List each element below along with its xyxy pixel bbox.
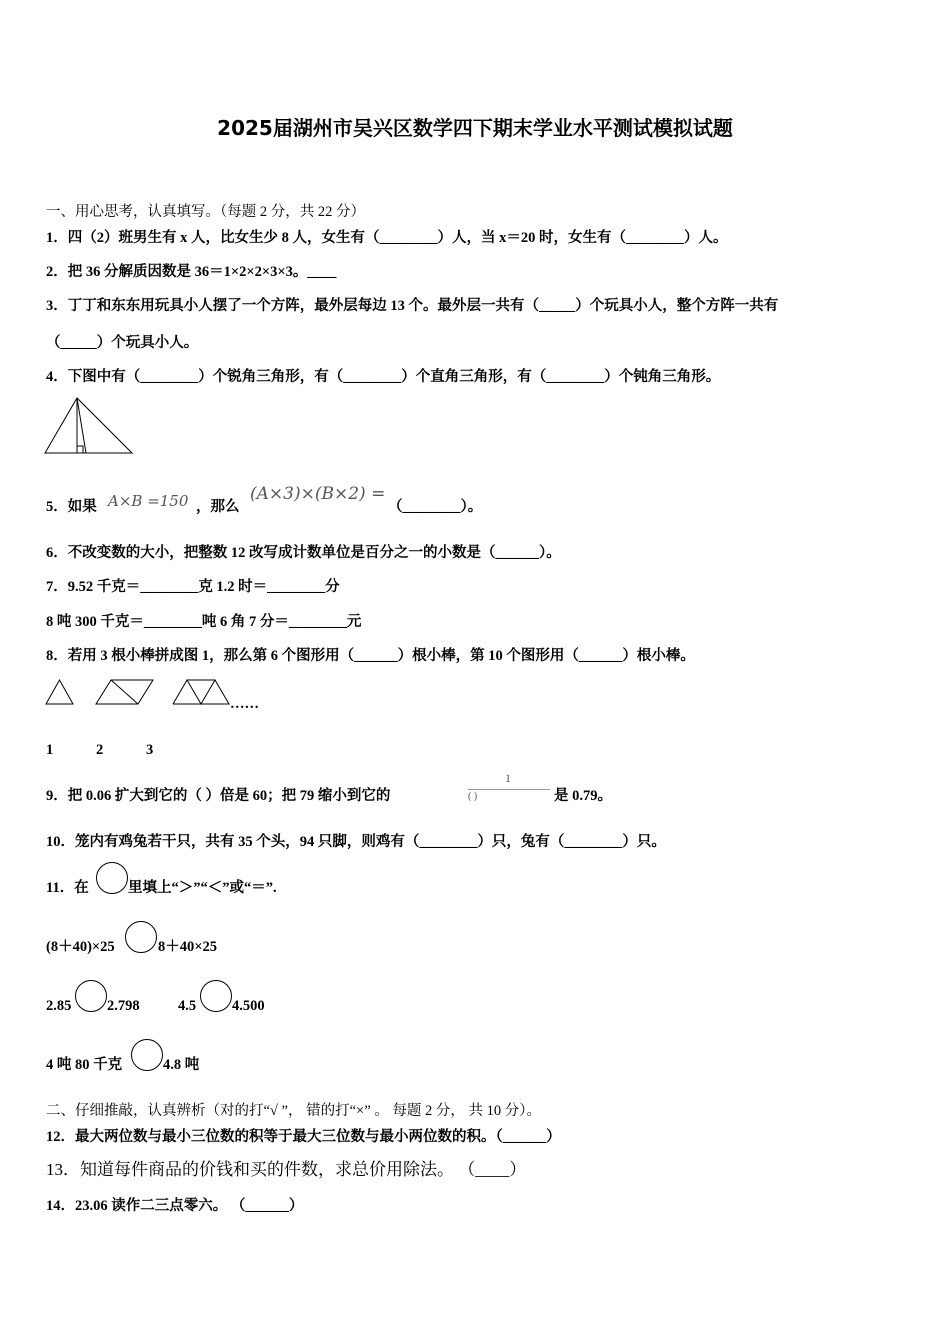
question-5-mid: ，那么 — [196, 499, 240, 515]
question-7-line-2: 8 吨 300 千克＝________吨 6 角 7 分＝________元 — [46, 614, 362, 630]
triangle-figure — [44, 396, 134, 456]
question-9-fraction-denominator: ( ) — [468, 791, 478, 802]
question-12: 12．最大两位数与最小三位数的积等于最大三位数与最小两位数的积。（______） — [46, 1129, 561, 1145]
stick-figure-1 — [45, 678, 75, 706]
stick-figure-3 — [172, 678, 234, 706]
question-3-line-1: 3．丁丁和东东用玩具小人摆了一个方阵，最外层每边 13 个。最外层一共有（_____）个玩具小人，整个方阵一共有 — [46, 298, 779, 314]
figure-ellipsis: …… — [230, 696, 259, 712]
compare-circle-c[interactable] — [200, 980, 232, 1012]
question-8: 8．若用 3 根小棒拼成图 1，那么第 6 个图形用（______）根小棒，第 10 个图形用（______）根小棒。 — [46, 648, 695, 664]
compare-c-right: 4.500 — [232, 998, 265, 1014]
page-title: 2025届湖州市吴兴区数学四下期末学业水平测试模拟试题 — [217, 116, 733, 140]
question-7-line-1: 7．9.52 千克＝________克 1.2 时＝________分 — [46, 579, 340, 595]
question-5-prefix: 5．如果 — [46, 499, 97, 515]
question-5-suffix: （________）。 — [388, 499, 483, 515]
circle-placeholder-example — [96, 862, 128, 894]
figure-label-2: 2 — [96, 742, 104, 758]
question-11-suffix: 里填上“＞”“＜”或“＝”. — [128, 880, 277, 896]
question-9-fraction-numerator: 1 — [505, 771, 511, 785]
compare-a-left: (8＋40)×25 — [46, 939, 115, 955]
compare-c-left: 4.5 — [178, 998, 197, 1014]
question-5-formula-2: (A×3)×(B×2) = — [250, 484, 386, 504]
section-1-heading: 一、用心思考，认真填写。（每题 2 分，共 22 分） — [46, 204, 365, 220]
question-2: 2．把 36 分解质因数是 36＝1×2×2×3×3。____ — [46, 264, 337, 280]
compare-b-left: 2.85 — [46, 998, 72, 1014]
question-6: 6．不改变数的大小，把整数 12 改写成计数单位是百分之一的小数是（______）。 — [46, 545, 561, 561]
figure-label-1: 1 — [46, 742, 54, 758]
question-11-prefix: 11．在 — [46, 880, 89, 896]
stick-figure-2 — [95, 678, 155, 706]
question-9-suffix: 是 0.79。 — [554, 788, 612, 804]
question-4: 4．下图中有（________）个锐角三角形，有（________）个直角三角形，有（________）个钝角三角形。 — [46, 369, 721, 385]
question-9-prefix: 9．把 0.06 扩大到它的（ ）倍是 60；把 79 缩小到它的 — [46, 788, 391, 804]
question-1: 1．四（2）班男生有 x 人，比女生少 8 人，女生有（________）人，当 x＝20 时，女生有（________）人。 — [46, 230, 728, 246]
question-5-formula-1: A×B =150 — [108, 492, 189, 510]
compare-d-left: 4 吨 80 千克 — [46, 1057, 123, 1073]
figure-label-3: 3 — [146, 742, 154, 758]
compare-a-right: 8＋40×25 — [158, 939, 218, 955]
question-10: 10．笼内有鸡兔若干只，共有 35 个头，94 只脚，则鸡有（________）只，兔有（________）只。 — [46, 834, 666, 850]
section-2-heading: 二、仔细推敲，认真辨析（对的打“√ ”， 错的打“×” 。 每题 2 分， 共 10 分）。 — [46, 1103, 542, 1119]
compare-circle-d[interactable] — [131, 1039, 163, 1071]
compare-b-right: 2.798 — [107, 998, 140, 1014]
compare-d-right: 4.8 吨 — [163, 1057, 200, 1073]
compare-circle-b[interactable] — [75, 980, 107, 1012]
question-3-line-2: （_____）个玩具小人。 — [46, 335, 199, 351]
question-9-fraction-bar — [468, 789, 550, 790]
compare-circle-a[interactable] — [125, 921, 157, 953]
question-14: 14．23.06 读作二三点零六。 （______） — [46, 1198, 304, 1214]
question-13: 13．知道每件商品的价钱和买的件数，求总价用除法。 （____） — [46, 1160, 527, 1179]
